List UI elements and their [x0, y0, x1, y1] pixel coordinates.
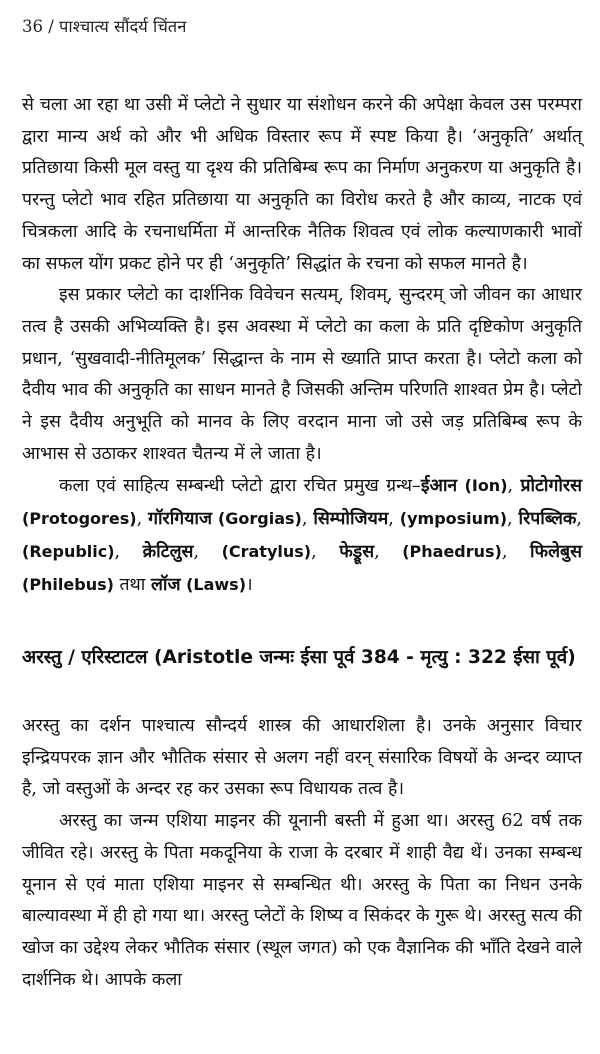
work-en: (Protogores) [22, 509, 137, 529]
paragraph-1: से चला आ रहा था उसी में प्लेटो ने सुधार या संशोधन करने की अपेक्षा केवल उस परम्परा द्वारा मान्य अर्थ को और भी अधिक विस्तार रूप में स्पष्ट किया है। ‘अनुकृति’ अर्थात् प्रतिछाया किसी मूल वस्तु या दृश्य की प्रतिबिम्ब रूप का निर्माण अनुकरण या अनुकृति है। परन्तु प्लेटो भाव रहित प्रतिछाया या अनुकृति का विरोध करते है और काव्य, नाटक एवं चित्रकला आदि के रचनाधर्मिता में आन्तरिक नैतिक शिवत्व एवं लोक कल्याणकारी भावों का सफल योंग प्रकट होने पर ही ‘अनुकृति’ सिद्धांत के रचना को सफल मानते है। [22, 95, 582, 274]
work-en: (Republic) [22, 541, 115, 561]
work-hi: क्रेटिलुस [142, 540, 194, 562]
work-en: (ymposium) [399, 509, 508, 529]
work-hi: प्रोटोगोरस [520, 475, 582, 497]
paragraph-3: अरस्तु का दर्शन पाश्चात्य सौन्दर्य शास्त्र की आधारशिला है। उनके अनुसार विचार इन्द्रियपरक ज्ञान और भौतिक संसार से अलग नहीं वरन् संसारिक विषयों के अन्दर व्याप्त है, जो वस्तुओं के अन्दर रह कर उसका रूप विधायक तत्व है। [22, 716, 582, 800]
running-header: 36 / पाश्चात्य सौंदर्य चिंतन [22, 17, 187, 36]
work-hi: लॉज [150, 573, 181, 595]
work-en: (Cratylus) [221, 541, 312, 561]
works-intro: कला एवं साहित्य सम्बन्धी प्लेटो द्वारा रचित प्रमुख ग्रन्थ– [58, 476, 421, 497]
work-hi: ईआन [420, 475, 458, 497]
work-en: (Gorgias) [217, 509, 302, 529]
work-hi: गॉरगियाज [148, 508, 213, 530]
section-plato [22, 90, 582, 601]
work-en: (Phaedrus) [402, 541, 502, 561]
joiner: तथा [119, 574, 146, 595]
section-aristotle [22, 711, 582, 996]
work-hi: फेड्रूस [339, 540, 375, 562]
work-hi: फिलेबुस [530, 540, 582, 562]
work-en: (Ion) [464, 476, 508, 496]
work-hi: रिपब्लिक [518, 508, 577, 530]
work-en: (Laws) [186, 574, 247, 594]
section-heading-aristotle: अरस्तु / एरिस्टाटल (Aristotle जन्मः ईसा पूर्व 384 - मृत्यु : 322 ईसा पूर्व) [22, 647, 576, 668]
paragraph-2: इस प्रकार प्लेटो का दार्शनिक विवेचन सत्यम्, शिवम्, सुन्दरम् जो जीवन का आधार तत्व है उसकी अभिव्यक्ति है। इस अवस्था में प्लेटो का कला के प्रति दृष्टिकोण अनुकृति प्रधान, ‘सुखवादी-नीतिमूलक’ सिद्धान्त के नाम से ख्याति प्राप्त करता है। प्लेटो कला को दैवीय भाव की अनुकृति का साधन मानते है जिसकी अन्तिम परिणति शाश्वत प्रेम है। प्लेटो ने इस दैवीय अनुभूति को मानव के लिए वरदान माना जो उसे जड़ प्रतिबिम्ब रूप के आभास से उठाकर शाश्वत चैतन्य में ले जाता है। [22, 285, 582, 464]
paragraph-4: अरस्तु का जन्म एशिया माइनर की यूनानी बस्ती में हुआ था। अरस्तु 62 वर्ष तक जीवित रहे। अरस्तु के पिता मकदूनिया के राजा के दरबार में शाही वैद्य थें। उनका सम्बन्ध यूनान से एवं माता एशिया माइनर से सम्बन्धित थी। अरस्तु के पिता का निधन उनके बाल्यावस्था में ही हो गया था। अरस्तु प्लेटों के शिष्य व सिकंदर के गुरू थे। अरस्तु सत्य की खोज का उद्देश्य लेकर भौतिक संसार (स्थूल जगत) को एक वैज्ञानिक की भाँति देखने वाले दार्शनिक थे। आपके कला [22, 811, 582, 990]
paragraph-works: कला एवं साहित्य सम्बन्धी प्लेटो द्वारा रचित प्रमुख ग्रन्थ–ईआन (Ion), प्रोटोगोरस (Protogores), गॉरगियाज (Gorgias), सिम्पोजियम, (ymposium), रिपब्लिक, (Republic), क्रेटिलुस, (Cratylus), फेड्रूस, (Phaedrus), फिलेबुस (Philebus) तथा लॉज (Laws)। [22, 475, 582, 595]
work-en: (Philebus) [22, 574, 114, 594]
work-hi: सिम्पोजियम [313, 508, 389, 530]
